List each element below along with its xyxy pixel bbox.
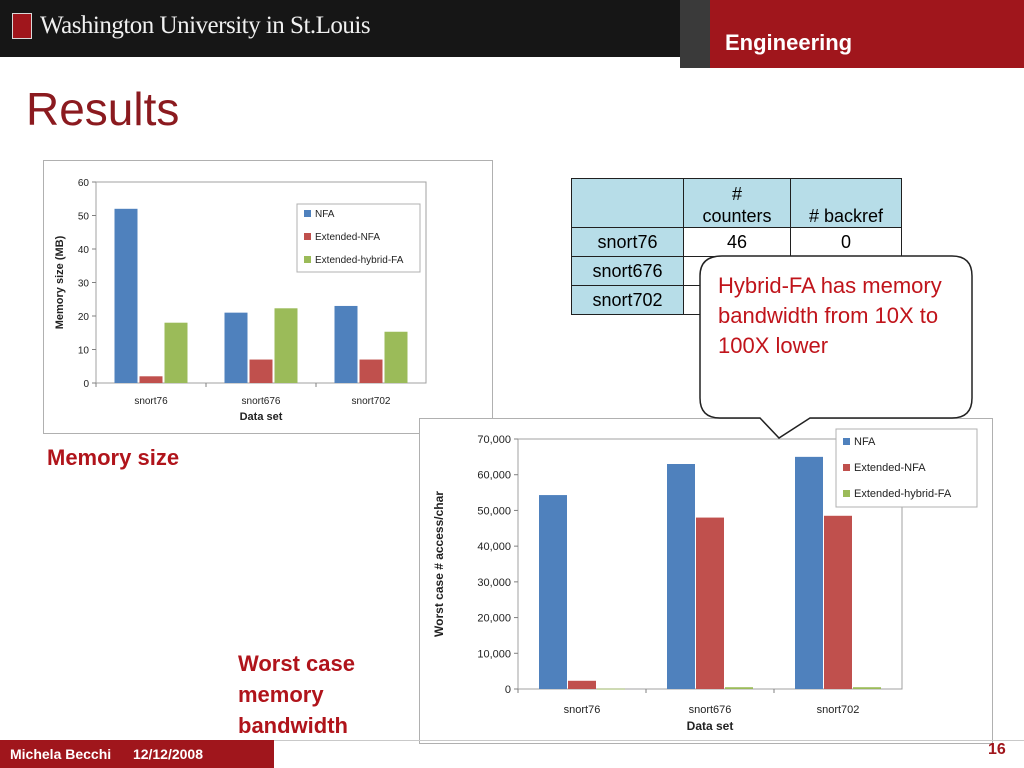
x-axis-title: Data set [686,719,734,733]
x-tick-label: snort702 [816,704,860,716]
bandwidth-caption-line: memory [238,682,324,707]
x-tick-label: snort76 [563,704,601,716]
y-axis-title: Memory size (MB) [54,235,66,330]
y-tick-label: 70,000 [477,434,511,446]
table-cell: 46 [684,228,791,257]
y-tick-label: 30,000 [477,576,511,589]
x-tick-label: snort76 [134,396,168,407]
y-tick-label: 0 [83,379,89,390]
y-tick-label: 10 [77,345,89,357]
legend-label: Extended-NFA [315,232,381,243]
table-cell: 0 [791,228,902,257]
table-header-cell: # backref [791,179,902,228]
legend-label: NFA [315,209,335,220]
memory-size-caption: Memory size [47,445,180,470]
footer-rule [274,740,1024,741]
y-tick-label: 40,000 [477,541,511,554]
footer-date: 12/12/2008 [132,746,204,762]
x-tick-label: snort676 [688,704,732,716]
counters-header-line1: # [731,184,742,204]
y-tick-label: 60,000 [477,469,511,482]
x-tick-label: snort702 [351,396,391,407]
y-tick-label: 30 [77,278,89,290]
y-axis-title: Worst case # access/char [432,491,446,637]
legend-label: Extended-NFA [854,462,926,474]
table-row-label: snort76 [572,228,684,257]
counters-header-line2: counters [702,206,772,226]
y-tick-label: 60 [77,178,89,189]
y-tick-label: 40 [77,245,89,256]
y-tick-label: 20 [77,312,89,323]
legend-label: Extended-hybrid-FA [854,488,952,500]
university-name: Washington University in St.Louis [40,12,371,39]
slide-title: Results [26,83,180,135]
y-tick-label: 50,000 [477,505,511,518]
bandwidth-caption-line: Worst case [238,651,355,676]
y-tick-label: 50 [77,211,89,223]
y-tick-label: 20,000 [477,612,511,625]
legend-label: Extended-hybrid-FA [315,255,404,266]
school-name: Engineering [725,30,853,55]
table-row-label: snort702 [572,286,684,315]
y-tick-label: 0 [504,684,511,696]
y-tick-label: 10,000 [477,648,511,661]
footer-author: Michela Becchi [10,746,112,762]
table-row-label: snort676 [572,257,684,286]
callout-text: Hybrid-FA has memory bandwidth from 10X to 100X lower [718,273,942,358]
footer-info [10,746,203,762]
x-axis-title: Data set [239,411,283,423]
x-tick-label: snort676 [241,396,281,407]
legend-label: NFA [854,436,876,448]
page-number: 16 [988,741,1006,758]
bandwidth-caption-line: bandwidth [238,713,348,738]
